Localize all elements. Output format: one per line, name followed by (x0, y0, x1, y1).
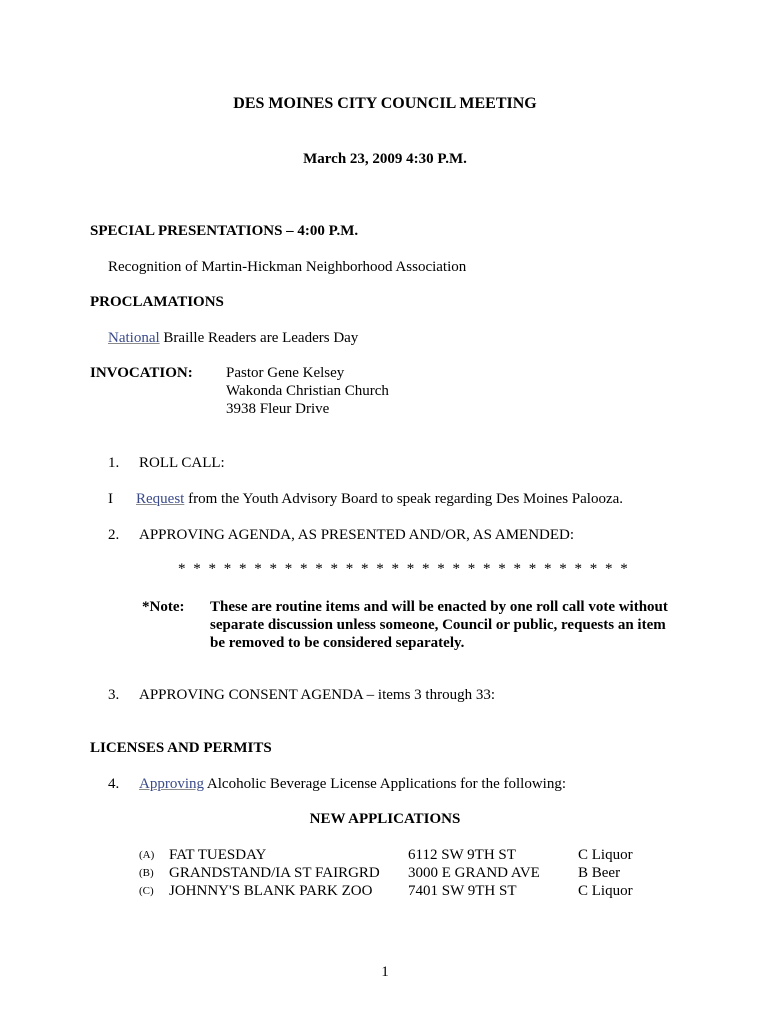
application-class: B Beer (578, 865, 621, 881)
invocation-address: 3938 Fleur Drive (226, 401, 330, 417)
page-number: 1 (381, 964, 389, 980)
invocation-church: Wakonda Christian Church (226, 383, 389, 399)
item-i-text (136, 490, 623, 508)
application-letter: (B) (139, 867, 154, 879)
request-link[interactable]: Request (136, 491, 185, 507)
invocation-pastor: Pastor Gene Kelsey (226, 365, 345, 381)
special-presentation-item: Recognition of Martin-Hickman Neighborhood Association (108, 259, 467, 275)
application-name: JOHNNY'S BLANK PARK ZOO (169, 883, 373, 899)
proclamation-item (108, 329, 358, 347)
separator-stars: * * * * * * * * * * * * * * * * * * * * * * * * * * * * * * (178, 561, 628, 577)
item-i-number: I (108, 491, 113, 507)
approving-link[interactable]: Approving (139, 776, 204, 792)
proclamation-text: Braille Readers are Leaders Day (159, 330, 359, 346)
special-presentations-heading: SPECIAL PRESENTATIONS – 4:00 P.M. (90, 223, 359, 239)
application-class: C Liquor (578, 847, 633, 863)
application-letter: (C) (139, 885, 154, 897)
proclamation-link[interactable]: National (108, 330, 160, 346)
agenda-number: 2. (108, 527, 120, 543)
meeting-datetime: March 23, 2009 4:30 P.M. (303, 151, 467, 167)
meeting-title: DES MOINES CITY COUNCIL MEETING (233, 95, 537, 112)
application-name: FAT TUESDAY (169, 847, 267, 863)
licenses-heading: LICENSES AND PERMITS (90, 740, 272, 756)
license-item-number: 4. (108, 776, 120, 792)
roll-call-label: ROLL CALL: (139, 455, 225, 471)
note-text: These are routine items and will be enacted by one roll call vote without separate discussion unless someone, Council or public, requests an item be removed to be considered separately. (210, 599, 668, 651)
application-address: 7401 SW 9TH ST (408, 883, 517, 899)
note-label: *Note: (142, 599, 185, 615)
new-applications-heading: NEW APPLICATIONS (309, 811, 461, 827)
application-address: 6112 SW 9TH ST (408, 847, 516, 863)
consent-label: APPROVING CONSENT AGENDA – items 3 through 33: (139, 687, 495, 703)
invocation-label: INVOCATION: (90, 365, 193, 381)
application-class: C Liquor (578, 883, 633, 899)
application-letter: (A) (139, 849, 155, 861)
consent-number: 3. (108, 687, 120, 703)
proclamations-heading: PROCLAMATIONS (90, 294, 224, 310)
approving-text: Alcoholic Beverage License Applications for the following: (204, 776, 566, 792)
application-address: 3000 E GRAND AVE (408, 865, 540, 881)
roll-call-number: 1. (108, 455, 120, 471)
agenda-label: APPROVING AGENDA, AS PRESENTED AND/OR, AS AMENDED: (139, 527, 575, 543)
request-text: from the Youth Advisory Board to speak regarding Des Moines Palooza. (184, 491, 624, 507)
license-item-text (139, 775, 566, 793)
application-name: GRANDSTAND/IA ST FAIRGRD (169, 865, 380, 881)
